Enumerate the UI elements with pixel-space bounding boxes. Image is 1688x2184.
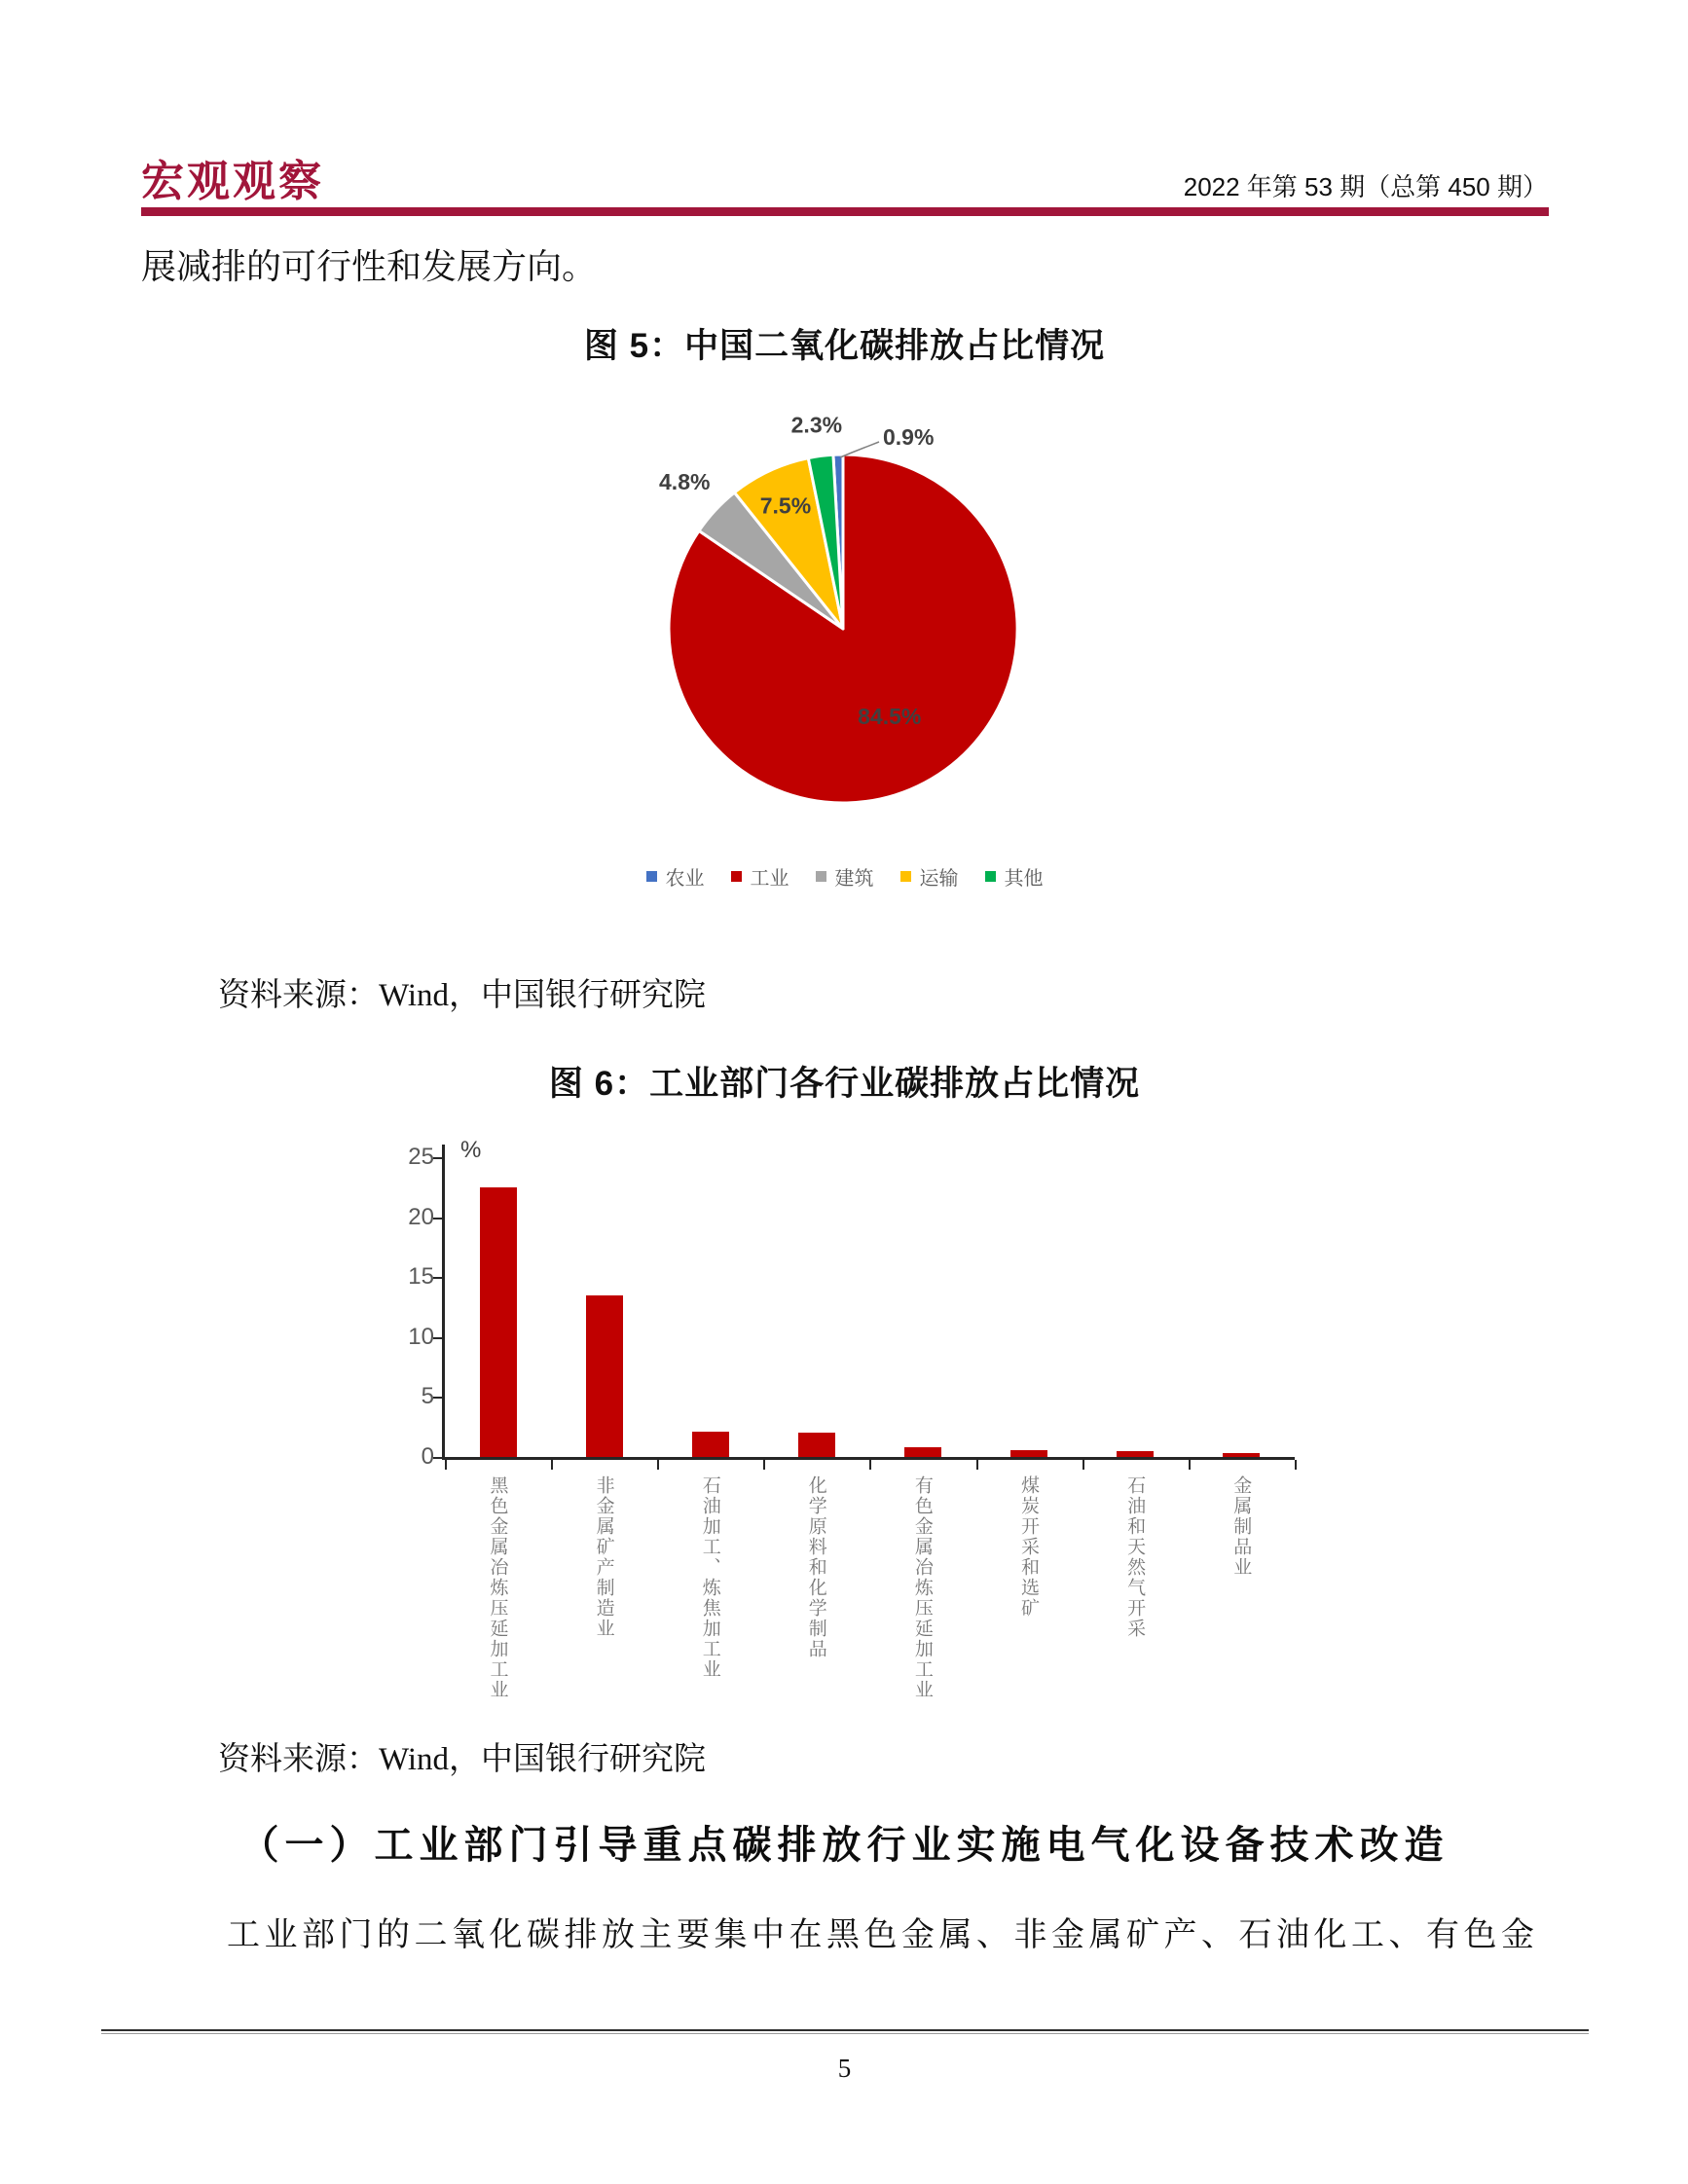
legend-label: 建筑 [834,868,874,890]
y-tick-label: 20 [408,1203,434,1230]
legend-item-工业 [731,862,789,891]
bar-chart [385,1135,1369,1758]
y-axis-line [442,1145,445,1460]
y-tick-mark [433,1277,442,1279]
legend-swatch-工业 [731,871,742,882]
y-tick-label: 5 [421,1383,434,1410]
legend-swatch-运输 [900,871,911,882]
x-tick-mark [1189,1460,1191,1470]
legend-item-运输 [900,862,959,891]
category-label: 非金属矿产制造业 [593,1475,614,1639]
y-tick-label: 0 [421,1443,434,1470]
x-tick-mark [445,1460,447,1470]
y-tick-mark [433,1337,442,1339]
pie-data-label-农业: 0.9% [883,424,935,450]
y-tick-mark [433,1397,442,1399]
category-label: 有色金属冶炼压延加工业 [911,1475,933,1700]
bar-黑色金属冶炼压延加工业 [480,1187,517,1457]
legend-swatch-建筑 [816,871,826,882]
x-tick-mark [976,1460,978,1470]
bar-化学原料和化学制品 [798,1433,835,1457]
pie-chart-svg [600,385,1086,872]
legend-item-其他 [985,862,1044,891]
pie-data-label-工业: 84.5% [858,704,922,730]
figure5-title: 图 5：中国二氧化碳排放占比情况 [583,327,1106,365]
legend-label: 工业 [750,868,789,890]
x-tick-mark [869,1460,871,1470]
pie-chart [600,385,1086,872]
category-label: 金属制品业 [1230,1475,1252,1578]
category-label: 石油加工、炼焦加工业 [699,1475,720,1680]
body-paragraph: 工业部门的二氧化碳排放主要集中在黑色金属、非金属矿产、石油化工、有色金 [227,1917,1539,1953]
figure6-title: 图 6：工业部门各行业碳排放占比情况 [548,1065,1141,1103]
pie-legend [141,862,1548,891]
legend-swatch-农业 [646,871,657,882]
legend-item-建筑 [816,862,874,891]
pie-data-label-其他: 2.3% [790,412,843,438]
category-label: 黑色金属冶炼压延加工业 [487,1475,508,1700]
bar-煤炭开采和选矿 [1010,1450,1047,1457]
y-axis-unit-label: % [460,1137,482,1163]
y-tick-label: 10 [408,1323,434,1350]
issue-number: 2022 年第 53 期（总第 450 期） [1183,172,1548,201]
y-tick-label: 25 [408,1144,434,1170]
x-tick-mark [551,1460,553,1470]
legend-swatch-其他 [985,871,996,882]
bar-有色金属冶炼压延加工业 [904,1447,941,1457]
pie-data-label-建筑: 4.8% [659,469,711,495]
figure6-source: 资料来源：Wind，中国银行研究院 [218,1742,706,1777]
y-tick-mark [433,1218,442,1219]
pie-data-label-运输: 7.5% [759,492,812,519]
y-tick-mark [433,1457,442,1459]
x-tick-mark [657,1460,659,1470]
legend-label: 农业 [665,868,705,890]
section-heading: （一）工业部门引导重点碳排放行业实施电气化设备技术改造 [239,1824,1449,1867]
report-series-title: 宏观观察 [141,158,324,205]
legend-item-农业 [646,862,705,891]
x-tick-mark [763,1460,765,1470]
category-label: 石油和天然气开采 [1124,1475,1146,1639]
legend-label: 其他 [1004,868,1044,890]
bar-石油和天然气开采 [1117,1451,1154,1457]
page-number: 5 [837,2054,852,2083]
bar-石油加工、炼焦加工业 [692,1432,729,1457]
intro-text: 展减排的可行性和发展方向。 [141,247,598,286]
legend-label: 运输 [919,868,959,890]
y-tick-label: 15 [408,1263,434,1291]
footer-rule [101,2029,1589,2034]
header-rule [141,207,1549,216]
bar-非金属矿产制造业 [586,1295,623,1457]
figure5-source: 资料来源：Wind，中国银行研究院 [218,978,706,1013]
x-tick-mark [1083,1460,1084,1470]
x-tick-mark [1295,1460,1297,1470]
y-tick-mark [433,1157,442,1159]
category-label: 煤炭开采和选矿 [1018,1475,1039,1619]
category-label: 化学原料和化学制品 [805,1475,826,1659]
bar-金属制品业 [1223,1453,1260,1457]
